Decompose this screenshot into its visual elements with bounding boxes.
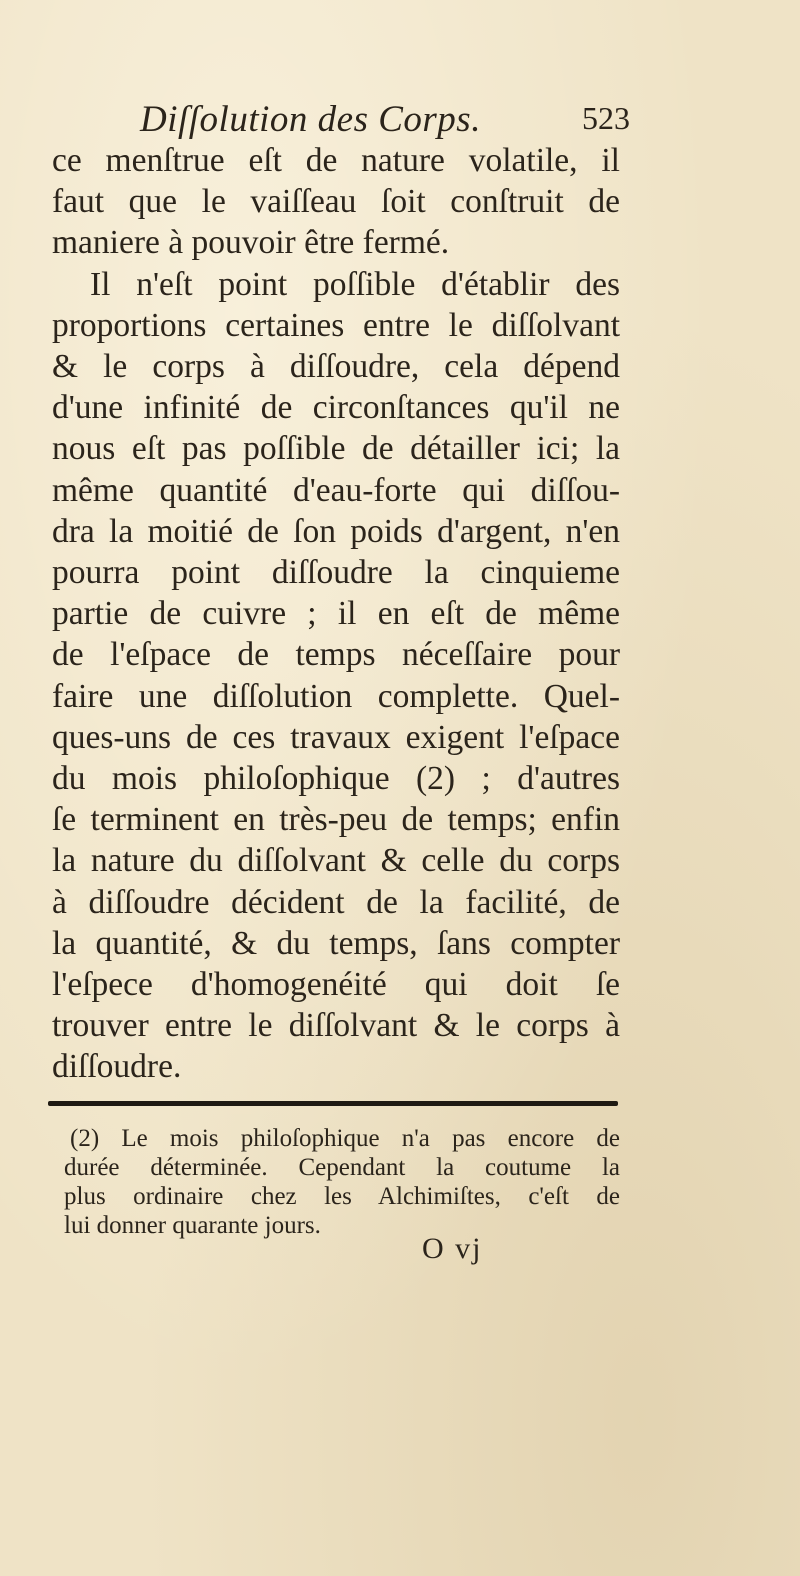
footnote [64, 1124, 620, 1240]
text-line: Il n'eſt point poſſible d'établir des [90, 265, 620, 303]
body-text [52, 140, 620, 1088]
text-line: ſe terminent en très-peu de temps; enfin [52, 801, 620, 839]
text-line: du mois philoſophique (2) ; d'autres [52, 760, 620, 798]
text-line: dra la moitié de ſon poids d'argent, n'en [52, 512, 620, 550]
footnote-line: (2) Le mois philoſophique n'a pas encore de [70, 1125, 620, 1152]
text-line: diſſoudre. [52, 1048, 182, 1086]
footnote-divider [48, 1101, 618, 1106]
text-line: faut que le vaiſſeau ſoit conſtruit de [52, 183, 620, 221]
text-line: & le corps à diſſoudre, cela dépend [52, 348, 620, 386]
text-line: pourra point diſſoudre la cinquieme [52, 554, 620, 592]
text-line: faire une diſſolution complette. Quel- [52, 677, 620, 715]
text-line: la nature du diſſolvant & celle du corps [52, 842, 620, 880]
signature-mark: O vj [422, 1232, 483, 1265]
text-line: même quantité d'eau-forte qui diſſou- [52, 471, 620, 509]
running-title: Diſſolution des Corps. [140, 99, 481, 140]
page-header [140, 98, 630, 146]
text-line: la quantité, & du temps, ſans compter [52, 924, 620, 962]
text-line: maniere à pouvoir être fermé. [52, 224, 450, 262]
text-line: ques-uns de ces travaux exigent l'eſpace [52, 718, 620, 756]
footnote-line: lui donner quarante jours. [64, 1212, 321, 1239]
text-line: d'une infinité de circonſtances qu'il ne [52, 389, 620, 427]
page-number: 523 [582, 100, 630, 136]
text-line: ce menſtrue eſt de nature volatile, il [52, 142, 620, 179]
text-line: de l'eſpace de temps néceſſaire pour [52, 636, 620, 674]
text-line: trouver entre le diſſolvant & le corps à [52, 1007, 620, 1045]
footnote-line: plus ordinaire chez les Alchimiſtes, c'eſt de [64, 1183, 620, 1210]
footnote-line: durée déterminée. Cependant la coutume la [64, 1154, 620, 1181]
text-line: à diſſoudre décident de la facilité, de [52, 883, 620, 921]
text-line: nous eſt pas poſſible de détailler ici; la [52, 430, 620, 468]
text-line: l'eſpece d'homogenéité qui doit ſe [52, 966, 620, 1004]
text-line: partie de cuivre ; il en eſt de même [52, 595, 620, 633]
text-line: proportions certaines entre le diſſolvant [52, 306, 620, 344]
